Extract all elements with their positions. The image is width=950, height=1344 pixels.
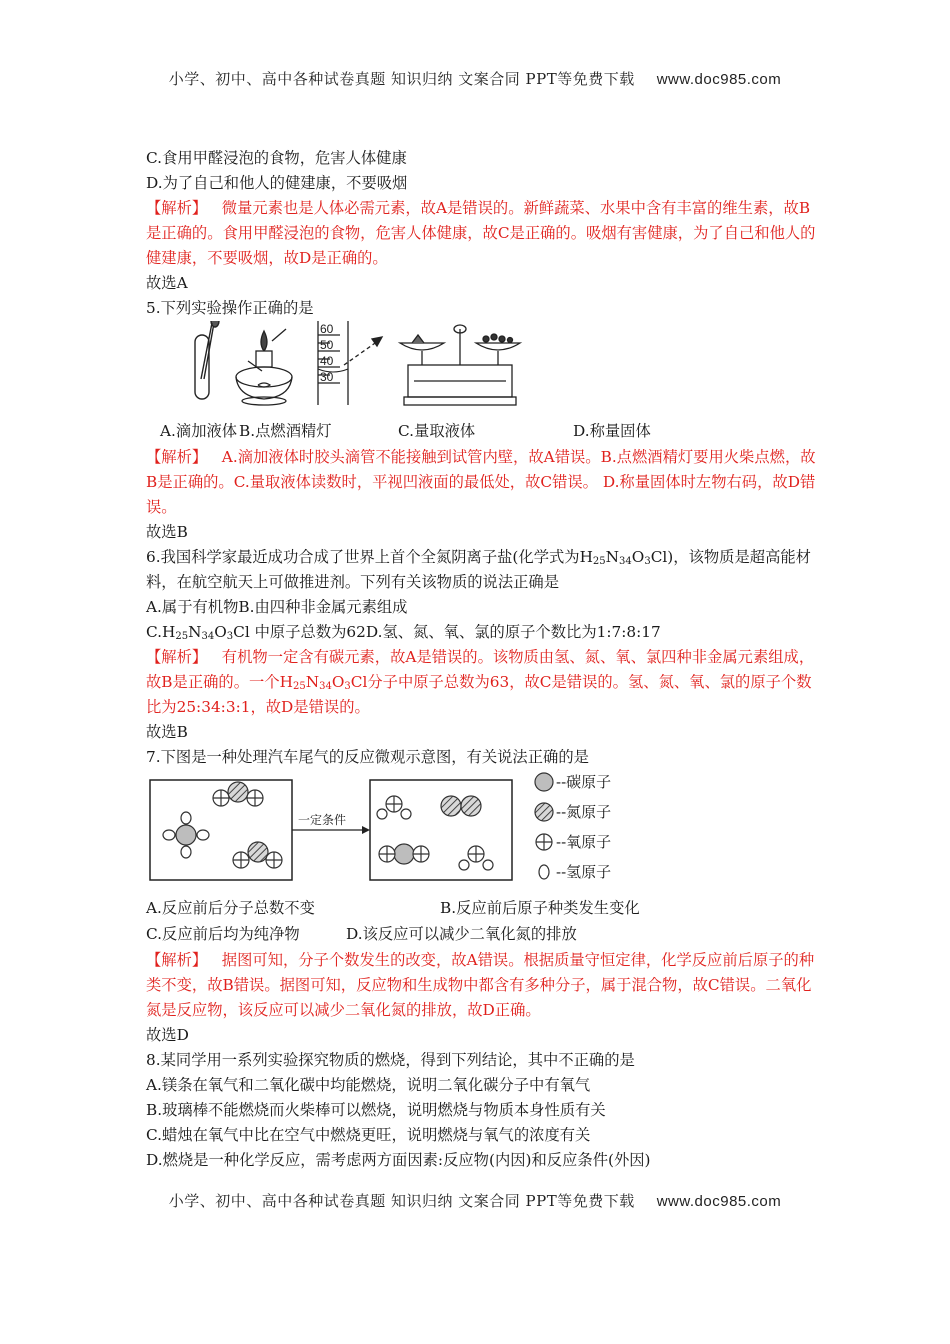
q7-option-a: A.反应前后分子总数不变 [146,899,315,917]
q5-options [146,419,818,445]
q6-answer: 故选B [146,723,188,741]
q5-analysis [146,445,818,520]
q6-option-a: A.属于有机物 [146,598,239,616]
header-url[interactable]: www.doc985.com [656,71,782,88]
scale-tick-50: 50 [320,338,334,352]
legend-nitrogen: --氮原子 [556,803,612,821]
q7-stem: 7.下图是一种处理汽车尾气的反应微观示意图，有关说法正确的是 [146,748,589,766]
q4-analysis-text: 微量元素也是人体必需元素，故A是错误的。新鲜蔬菜、水果中含有丰富的维生素，故B是正确的。食用甲醛浸泡的食物，危害人体健康，故C是正确的。吸烟有害健康，为了自己和他人的健建康，不要吸烟，故D是正确的。 [146,199,816,267]
analysis-tag: 【解析】 [146,648,208,666]
reaction-diagram [146,770,818,896]
q7-analysis [146,948,818,1023]
q6-options-cd: $C.H_{25}N_{34}O_3Cl$ 中原子总数为62D.氢、氮、氧、氯的原子个数比为1:7:8:17 [146,623,661,642]
balance-scale-icon [400,325,520,405]
q4-option-d: D.为了自己和他人的健建康，不要吸烟 [146,174,408,192]
q6-stem-post: ，该物质是超高能材料，在航空航天上可做推进剂。下列有关该物质的说法正确是 [146,548,811,591]
scale-tick-40: 40 [320,354,334,368]
page-header [0,68,950,89]
q8-option-b: B.玻璃棒不能燃烧而火柴棒可以燃烧，说明燃烧与物质本身性质有关 [146,1101,606,1119]
alcohol-lamp-icon [236,329,292,405]
legend-carbon: --碳原子 [556,773,612,791]
q7-option-d: D.该反应可以减少二氧化氮的排放 [346,925,577,943]
q6-option-b: B.由四种非金属元素组成 [238,598,408,616]
analysis-tag: 【解析】 [146,448,208,466]
test-tube-dropper-icon [195,321,219,399]
q5-option-d: D.称量固体 [573,422,651,440]
q6-stem: 6.我国科学家最近成功合成了世界上首个全氮阴离子盐(化学式为$H_{25}N_{34}O_3Cl$)，该物质是超高能材料，在航空航天上可做推进剂。下列有关该物质的说法正确是 [146,548,811,591]
q6-analysis-pre: 有机物一定含有碳元素，故A是错误的。该物质由氢、氮、氧、氯四种非金属元素组成，故B是正确的。一个H [146,648,815,691]
scale-tick-60: 60 [320,322,334,336]
q7-analysis-text: 据图可知，分子个数发生的改变，故A错误。根据质量守恒定律，化学反应前后原子的种类不变，故B错误。据图可知，反应物和生成物中都含有多种分子，属于混合物，故C错误。二氧化氮是反应物，该反应可以减少二氧化氮的排放，故D正确。 [146,951,815,1019]
q8-stem: 8.某同学用一系列实验探究物质的燃烧，得到下列结论，其中不正确的是 [146,1051,635,1069]
q4-answer: 故选A [146,274,188,292]
scale-tick-30: 30 [320,370,334,384]
q5-analysis-text: A.滴加液体时胶头滴管不能接触到试管内壁，故A错误。B.点燃酒精灯要用火柴点燃，故B是正确的。C.量取液体读数时，平视凹液面的最低处，故C错误。 D.称量固体时左物右码，故D错误。 [146,448,816,516]
reaction-condition: 一定条件 [298,813,347,827]
legend-oxygen: --氧原子 [556,833,612,851]
legend [535,773,553,879]
q4-option-c: C.食用甲醛浸泡的食物，危害人体健康 [146,149,407,167]
q5-option-b: B.点燃酒精灯 [239,422,332,440]
q6-analysis-post: 分子中原子总数为63，故C是错误的。氢、氮、氧、氯的原子个数比为25:34:3:1，故D是错误的。 [146,673,812,716]
q7-options-ab [146,896,818,922]
q5-option-c: C.量取液体 [398,422,476,440]
analysis-tag: 【解析】 [146,199,208,217]
q5-stem: 5.下列实验操作正确的是 [146,299,314,317]
q6-option-c: 中原子总数为62 [254,623,366,641]
carbon-atom-icon [535,773,553,791]
q4-analysis [146,196,818,271]
footer-url[interactable]: www.doc985.com [656,1193,782,1210]
q7-options-cd [146,922,818,948]
analysis-tag: 【解析】 [146,951,208,969]
header-text: 小学、初中、高中各种试卷真题 知识归纳 文案合同 PPT等免费下载 [168,70,635,88]
q6-option-d: D.氢、氮、氧、氯的原子个数比为1:7:8:17 [365,623,661,641]
footer-text: 小学、初中、高中各种试卷真题 知识归纳 文案合同 PPT等免费下载 [168,1192,635,1210]
q7-answer: 故选D [146,1026,189,1044]
q7-option-c: C.反应前后均为纯净物 [146,925,300,943]
q6-stem-pre: 6.我国科学家最近成功合成了世界上首个全氮阴离子盐(化学式为H [146,548,593,566]
page-footer [0,1190,950,1211]
q5-figure [146,321,818,411]
legend-hydrogen: --氢原子 [556,863,612,881]
q8-option-a: A.镁条在氧气和二氧化碳中均能燃烧，说明二氧化碳分子中有氧气 [146,1076,591,1094]
q5-option-a: A.滴加液体 [160,422,238,440]
q8-option-c: C.蜡烛在氧气中比在空气中燃烧更旺，说明燃烧与氧气的浓度有关 [146,1126,591,1144]
page-content [146,146,818,1173]
q6-options-ab [146,595,818,620]
q7-option-b: B.反应前后原子种类发生变化 [440,899,640,917]
q5-answer: 故选B [146,523,188,541]
nitrogen-atom-icon [535,803,553,821]
q6-analysis: 【解析】 有机物一定含有碳元素，故A是错误的。该物质由氢、氮、氧、氯四种非金属元素组成，故B是正确的。一个$H_{25}N_{34}O_3Cl$分子中原子总数为63，故C是错误的。氢、氮、氧、氯的原子个数比为25:34:3:1，故D是错误的。 [146,648,815,716]
q8-option-d: D.燃烧是一种化学反应，需考虑两方面因素:反应物(内因)和反应条件(外因) [146,1151,651,1169]
hydrogen-atom-icon [539,865,549,879]
q7-figure [146,770,818,896]
